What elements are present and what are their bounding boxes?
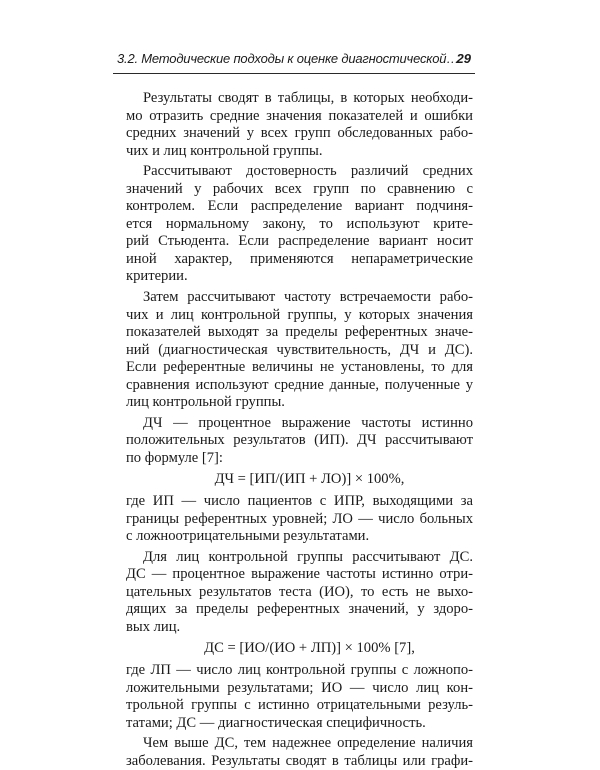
text-line: ДС — процентное выражение частоты истинно отри-: [126, 566, 473, 583]
running-title: 3.2. Методические подходы к оценке диагностической…: [117, 51, 460, 66]
text-line: где ЛП — число лиц контрольной группы с ложнопо-: [126, 661, 473, 678]
paragraph-1: [126, 90, 473, 160]
text-line: границы референтных уровней; ЛО — число больных: [126, 510, 473, 527]
paragraph-5: [126, 493, 473, 546]
page-number: 29: [456, 51, 471, 66]
paragraph-3: [126, 289, 473, 412]
text-line: мо отразить средние значения показателей и ошибки: [126, 107, 473, 124]
running-header: [113, 48, 475, 70]
text-line: критерии.: [126, 268, 188, 285]
text-line: иной характер, применяются непараметрические: [126, 250, 473, 267]
paragraph-2: [126, 163, 473, 286]
paragraph-6: [126, 549, 473, 637]
formula-sensitivity: ДЧ = [ИП/(ИП + ЛО)] × 100%,: [214, 471, 405, 488]
text-line: Затем рассчитывают частоту встречаемости рабо-: [143, 289, 473, 306]
text-line: ДЧ — процентное выражение частоты истинно: [143, 414, 473, 431]
text-line: Рассчитывают достоверность различий средних: [143, 163, 473, 180]
text-line: по формуле [7]:: [126, 449, 223, 466]
text-line: средних значений у всех групп обследованных рабо-: [126, 125, 473, 142]
text-line: вых лиц.: [126, 618, 181, 635]
text-line: лиц контрольной группы.: [126, 394, 285, 411]
text-line: Чем выше ДС, тем надежнее определение наличия: [143, 735, 473, 752]
text-line: заболевания. Результаты сводят в таблицы или графи-: [126, 752, 473, 769]
text-line: ложительными результатами; ИО — число лиц кон-: [126, 679, 473, 696]
text-line: значений у рабочих всех групп по сравнению с: [126, 180, 473, 197]
formula-specificity: ДС = [ИО/(ИО + ЛП)] × 100% [7],: [204, 640, 415, 657]
text-line: Результаты сводят в таблицы, в которых необходи-: [143, 90, 473, 106]
text-line: цательных результатов теста (ИО), то есть не выхо-: [126, 583, 473, 600]
text-line: ний (диагностическая чувствительность, ДЧ и ДС).: [126, 341, 473, 358]
header-rule: [113, 73, 475, 74]
body-text: [126, 90, 473, 770]
paragraph-4: [126, 415, 473, 468]
text-line: сравнения используют средние данные, полученные у: [126, 376, 473, 393]
text-line: чих и лиц контрольной группы, у которых значения: [126, 306, 473, 323]
text-line: трольной группы с истинно отрицательными резуль-: [126, 697, 473, 714]
text-line: чих и лиц контрольной группы.: [126, 142, 323, 159]
paragraph-7: [126, 662, 473, 732]
text-line: Для лиц контрольной группы рассчитывают ДС.: [143, 548, 473, 565]
text-line: дящих за пределы референтных значений, у здоро-: [126, 601, 473, 618]
text-line: Если референтные величины не установлены, то для: [126, 359, 473, 376]
text-line: ется нормальному закону, то используют крите-: [126, 215, 473, 232]
text-line: положительных результатов (ИП). ДЧ рассчитывают: [126, 432, 473, 449]
text-line: татами; ДС — диагностическая специфичность.: [126, 714, 426, 731]
text-line: контролем. Если распределение вариант подчиня-: [126, 198, 473, 215]
paragraph-8: [126, 735, 473, 770]
text-line: показателей выходят за пределы референтных значе-: [126, 324, 473, 341]
text-line: где ИП — число пациентов с ИПР, выходящими за: [126, 493, 473, 510]
text-line: рий Стьюдента. Если распределение вариант носит: [126, 233, 473, 250]
text-line: с ложноотрицательными результатами.: [126, 528, 370, 545]
